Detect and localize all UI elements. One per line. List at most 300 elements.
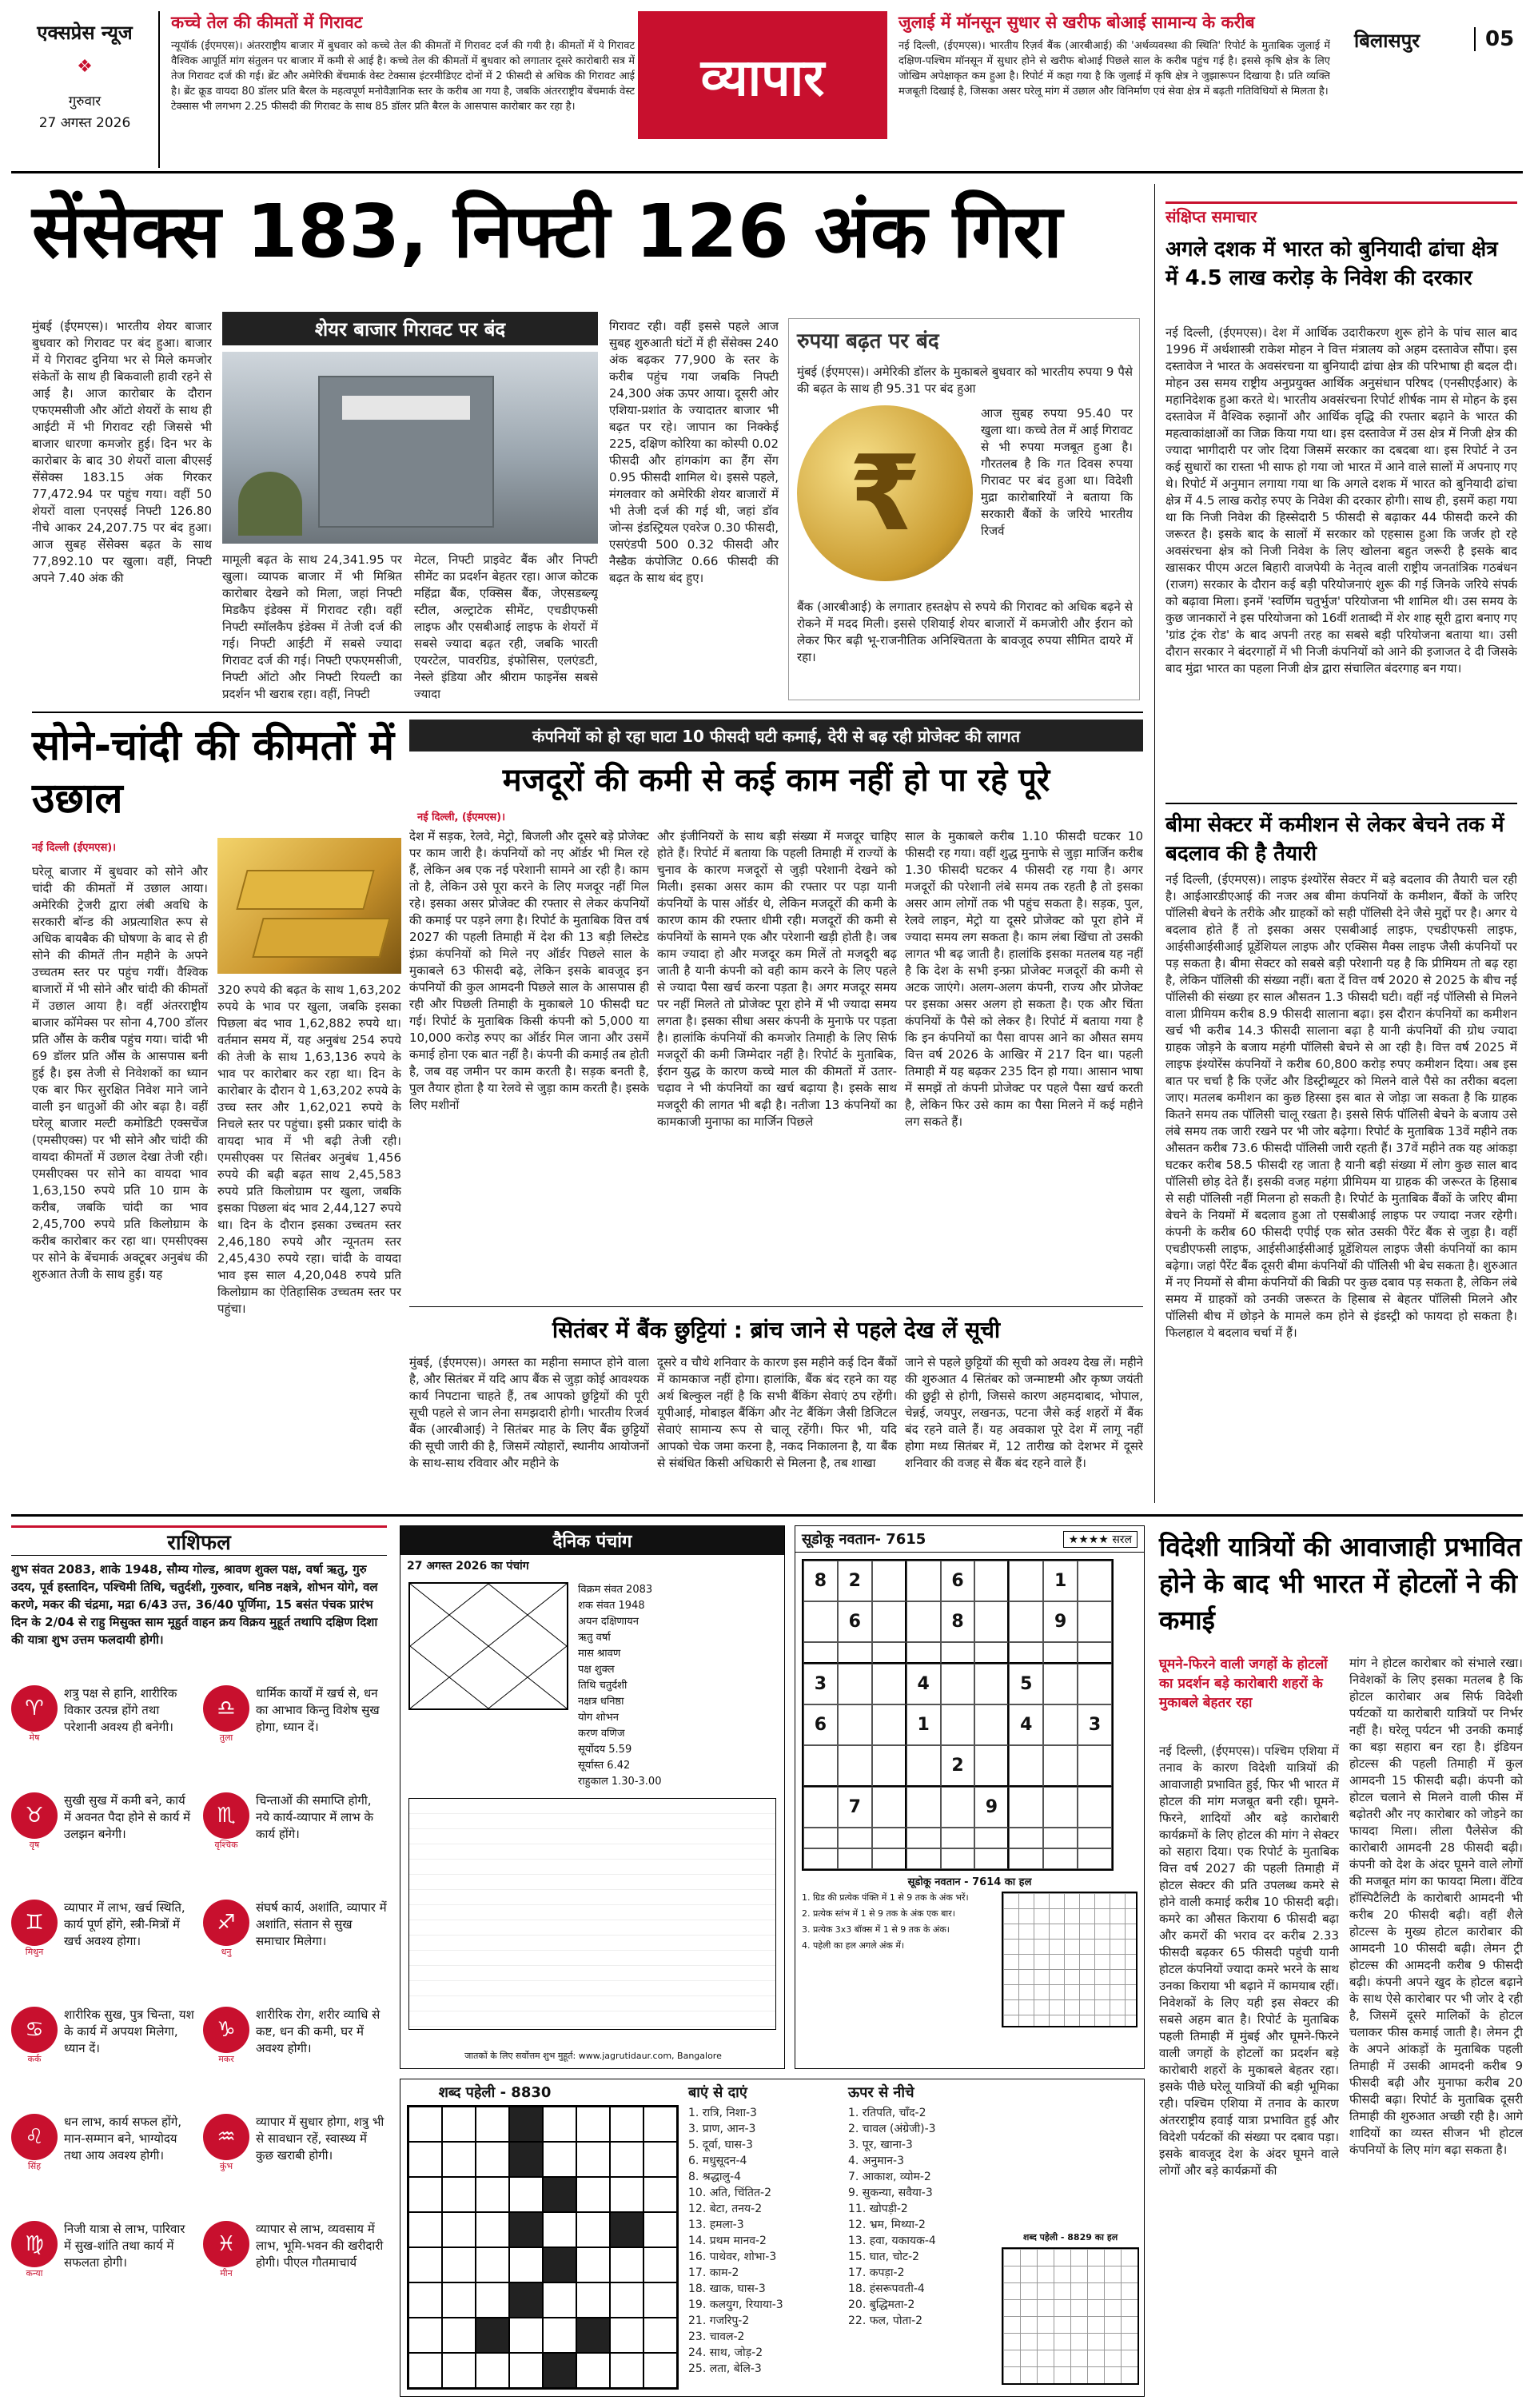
crossword-cell <box>576 2282 610 2318</box>
zodiac-icon: ♈ <box>11 1685 58 1732</box>
panchang-table <box>408 1798 776 2030</box>
section-title-block <box>638 11 887 139</box>
panchang-date: 27 अगस्त 2026 का पंचांग <box>407 1560 529 1573</box>
sudoku-cell <box>941 1664 975 1704</box>
crossword-cell <box>543 2142 576 2177</box>
sudoku-rule: 4. पहेली का हल अगले अंक में। <box>802 1940 905 1951</box>
gold-bars-photo <box>217 838 401 974</box>
crossword-cell <box>643 2212 677 2247</box>
labour-col-2: और इंजीनियरों के साथ बड़ी संख्या में मजदूर चाहिए होते हैं। रिपोर्ट में बताया कि पहली तिमाही में राज्यों के चुनाव के कारण मजदूरों से जुड़ी परेशानी देखने को मिली। इसका असर काम की रफ्तार पर पड़ा यानी कंपनियों के पास ऑर्डर थे, लेकिन मजदूरों की कमी के कारण काम की रफ्तार धीमी रही। मजदूरों की कमी से कंपनियों के सामने एक और परेशानी खड़ी होती है। जब काम ज्यादा हो और मजदूर कम मिलें तो मजदूरी बढ़ जाती है यानी कंपनी को वही काम करने के लिए पहले से ज्यादा पैसा खर्च करना पड़ता है। अगर मजदूर समय पर नहीं मिलते तो प्रोजेक्ट पूरा होने में भी ज्यादा समय लगता है। इसका सीधा असर कंपनी के मुनाफे पर पड़ता है। हालांकि कंपनियों की कमजोर तिमाही के लिए सिर्फ मजदूरों की कमी जिम्मेदार नहीं है। रिपोर्ट के मुताबिक, ईरान युद्ध के कारण कच्चे माल की कीमतों में उतार-चढ़ाव ने भी कंपनियों का खर्च बढ़ाया है। इसके साथ मजदूरी की लागत भी बढ़ी है। नतीजा 13 कंपनियों का कामकाजी मुनाफा का मार्जिन पिछले <box>657 829 897 1129</box>
sudoku-title: सूडोकू नवतान- 7615 <box>802 1531 926 1548</box>
crossword-clue: 11. खोपड़ी-2 <box>848 2203 908 2215</box>
panchang-box <box>400 1525 785 2069</box>
brand-ornament-icon: ❖ <box>77 57 93 77</box>
hotel-col-1: नई दिल्ली, (ईएमएस)। पश्चिम एशिया में तनाव के कारण विदेशी यात्रियों की आवाजाही प्रभावित हुई, फिर भी भारत में होटल की मांग मजबूत बनी रही। घूमने-फिरने, शादियों और बड़े कारोबारी कार्यक्रमों के लिए होटल की मांग ने सेक्टर को सहारा दिया। एक रिपोर्ट के मुताबिक वित्त वर्ष 2027 की पहली तिमाही में होटल सेक्टर की प्रति उपलब्ध कमरे से होने वाली कमाई करीब 10 फीसदी बढ़ी। कमरे का औसत किराया 6 फीसदी बढ़ा और कमरों की भराव दर करीब 2.33 फीसदी बढ़कर 65 फीसदी पहुंची यानी होटल कंपनियों ज्यादा कमरे भरने के साथ उनका किराया भी बढ़ाने में कामयाब रहीं। निवेशकों के लिए यही इस सेक्टर की सबसे अहम बात है। रिपोर्ट के मुताबिक पहली तिमाही में मुंबई और घूमने-फिरने वाली जगहों के होटलों का प्रदर्शन बड़े कारोबारी शहरों के मुकाबले बेहतर रहा। इसके पीछे घरेलू यात्रियों की बड़ी भूमिका रही। पश्चिम एशिया में तनाव के कारण अंतरराष्ट्रीय हवाई यात्रा प्रभावित हुई और विदेशी पर्यटकों की संख्या पर दबाव पड़ा। इसके बावजूद देश के अंदर घूमने वाले लोगों और बड़े कार्यक्रमों की <box>1159 1744 1339 2178</box>
panchang-note: विक्रम संवत 2083 <box>578 1584 653 1596</box>
sudoku-cell <box>838 1704 872 1745</box>
sudoku-cell <box>1043 1828 1078 1848</box>
crossword-clue: 21. गजरिपु-2 <box>688 2314 750 2327</box>
sudoku-cell <box>1078 1601 1112 1642</box>
crossword-clue: 5. दूर्वा, घास-3 <box>688 2139 753 2151</box>
crossword-cell <box>476 2212 509 2247</box>
panchang-note: मास श्रावण <box>578 1648 621 1660</box>
sudoku-cell <box>906 1745 941 1787</box>
crossword-clue: 4. अनुमान-3 <box>848 2155 905 2167</box>
masthead-divider <box>11 171 1523 173</box>
crossword-cell <box>543 2318 576 2353</box>
crossword-across-title: बाएं से दाएं <box>688 2084 747 2101</box>
rashi-name: मेष <box>29 1732 40 1743</box>
crossword-down-clues <box>848 2105 992 2393</box>
rashi-name: मीन <box>220 2268 233 2278</box>
zodiac-icon: ♋ <box>11 2007 58 2053</box>
crossword-cell <box>442 2142 476 2177</box>
briefs-label: संक्षिप्त समाचार <box>1165 207 1257 226</box>
page-number: 05 <box>1474 27 1514 51</box>
sudoku-cell <box>872 1848 906 1869</box>
rashi-entry <box>203 2114 387 2215</box>
hotel-title: विदेशी यात्रियों की आवाजाही प्रभावित होने के बाद भी भारत में होटलों ने की कमाई <box>1159 1531 1522 1636</box>
crossword-cell <box>643 2142 677 2177</box>
masthead-day: गुरुवार <box>68 94 102 110</box>
crossword-cell <box>543 2282 576 2318</box>
crossword-cell <box>476 2177 509 2212</box>
rashi-text: व्यापार से लाभ, व्यवसाय में लाभ, भूमि-भवन की खरीदारी होगी। पीएल गौतमाचार्य <box>256 2222 384 2270</box>
sudoku-cell <box>803 1848 838 1869</box>
crossword-clue: 18. खाक, घास-3 <box>688 2282 766 2295</box>
rashi-entry <box>203 1685 387 1786</box>
rashi-entry <box>203 1900 387 2000</box>
labour-kicker: कंपनियों को हो रहा घाटा 10 फीसदी घटी कमाई, देरी से बढ़ रही प्रोजेक्ट की लागत <box>532 726 1021 746</box>
sudoku-cell <box>803 1828 838 1848</box>
infra-body: नई दिल्ली, (ईएमएस)। देश में आर्थिक उदारीकरण शुरू होने के पांच साल बाद 1996 में अर्थशास्त्री राकेश मोहन ने वित्त मंत्रालय को अहम दस्तावेज सौंपा। इस दस्तावेज ने भारत के अवसंरचना या बुनियादी ढांचा क्षेत्र की परिभाषा ही बदल दी। मोहन उस समय राष्ट्रीय अनुप्रयुक्त आर्थिक अनुसंधान परिषद (एनसीएईआर) के महानिदेशक हुआ करते थे। भारतीय अवसंरचना रिपोर्ट शीर्षक नाम से मोहन के इस दस्तावेज में वैश्विक रुझानों और आर्थिक वृद्धि की रफ्तार बढ़ाने के भारत की महत्वाकांक्षाओं का जिक्र किया गया था। इस दस्तावेज में उस क्षेत्र में निजी क्षेत्र की ज्यादा भागीदारी पर जोर दिया जिसमें सरकार का दबदबा था। इस रिपोर्ट ने उन कई सुधारों का रास्ता भी साफ हो गया जो भारत में आने वाले सालों में अपनाए गए थे। रिपोर्ट में अनुमान लगाया गया था कि अगले दशक में भारत को बुनियादी ढांचा क्षेत्र में 4.5 लाख करोड़ रुपए के निवेश की दरकार होगी। साथ ही, इसमें कहा गया था कि निजी निवेश की हिस्सेदारी 5 फीसदी से बढ़ाकर 44 फीसदी करने की जरूरत है। इसके बाद के सालों में सरकार को एहसास हुआ कि जर्जर हो रहे अवसंरचना क्षेत्र को निजी निवेश के लिए खोलना बहुत जरूरी है इसके बाद खासकर पीएम अटल बिहारी वाजपेयी के नेतृत्व वाली राष्ट्रीय जनतांत्रिक गठबंधन (राजग) सरकार के दौरान कई बड़ी परियोजनाएं शुरू की गई जिनके जरिये संपर्क को बढ़ावा मिला। इनमें 'स्वर्णिम चतुर्भुज' परियोजना भी शामिल थी। उस समय के कुछ जानकारों ने इस परियोजना को 16वीं शताब्दी में शेर शाह सूरी द्वारा बनाए गए 'ग्रांड ट्रंक रोड' के बाद अपनी तरह का सबसे बड़ी परियोजना बताया था। उसी दौरान सरकार ने बंदरगाहों में भी निजी कंपनियों को आने की इजाजत दे दी जिसके बाद मुंद्रा भारत का पहला निजी क्षेत्र द्वारा संचालित बंदरगाह बन गया। <box>1165 325 1517 676</box>
crossword-cell <box>543 2353 576 2388</box>
crossword-cell <box>509 2353 543 2388</box>
rashi-name: तुला <box>219 1732 233 1743</box>
crossword-cell <box>610 2282 643 2318</box>
rashi-entry <box>11 2221 195 2322</box>
sudoku-cell <box>838 1848 872 1869</box>
sudoku-cell: 2 <box>838 1561 872 1601</box>
stock-exchange-photo <box>222 352 598 544</box>
crossword-cell <box>408 2107 442 2142</box>
gold-col-2: 320 रुपये की बढ़त के साथ 1,63,202 रुपये के भाव पर खुला, जबकि इसका पिछला बंद भाव 1,62,882 रुपये था। वर्तमान समय में, यह अनुबंध 254 रुपये की तेजी के साथ 1,63,136 रुपये के भाव पर कारोबार कर रहा था। दिन के कारोबार के दौरान ये 1,63,202 रुपये के उच्च स्तर और 1,62,021 रुपये के निचले स्तर पर पहुंचा। इसी प्रकार चांदी के वायदा भाव में भी बढ़ी तेजी रही। एमसीएक्स पर सितंबर अनुबंध 1,456 रुपये की बढ़ी बढ़त साथ 2,45,583 रुपये प्रति किलोग्राम पर खुला, जबकि इसका पिछला बंद भाव 2,44,127 रुपये था। दिन के दौरान इसका उच्चतम स्तर 2,46,180 रुपये और न्यूनतम स्तर 2,45,430 रुपये रहा। चांदी के वायदा भाव इस साल 4,20,048 रुपये प्रति किलोग्राम का ऐतिहासिक उच्चतम स्तर पर पहुंचा। <box>217 983 401 1316</box>
share-banner <box>222 312 598 345</box>
crossword-cell <box>576 2318 610 2353</box>
sudoku-rule: 1. ग्रिड की प्रत्येक पंक्ति में 1 से 9 तक के अंक भरें। <box>802 1892 969 1903</box>
rupee-box <box>788 318 1140 700</box>
crossword-clue: 12. भ्रम, मिथ्या-2 <box>848 2219 926 2231</box>
sudoku-cell <box>974 1828 1009 1848</box>
insurance-body: नई दिल्ली, (ईएमएस)। लाइफ इंश्योरेंस सेक्टर में बड़े बदलाव की तैयारी चल रही है। आईआरडीएआई की नजर अब बीमा कंपनियों के कमीशन, बैंकों के जरिए पॉलिसी बेचने के तरीके और ग्राहकों को सही पॉलिसी देने जैसे मुद्दों पर है। अगर ये बदलाव होते हैं तो इसका असर एसबीआई लाइफ, एचडीएफसी लाइफ, आईसीआईसीआई प्रूडेंशियल लाइफ और एक्सिस मैक्स लाइफ जैसी कंपनियों पर पड़ सकता है। बीमा सेक्टर को सबसे बड़ी परेशानी यह है कि प्रीमियम तो बढ़ रहा है, लेकिन पॉलिसी की संख्या नहीं। बता दें वित्त वर्ष 2020 से 2025 के बीच नई पॉलिसी की संख्या हर साल औसतन 1.3 फीसदी घटी। वहीं नई पॉलिसी से मिलने वाला प्रीमियम करीब 8.9 फीसदी सालाना बढ़ा। इस दौरान कंपनियों का कमीशन खर्च भी करीब 14.3 फीसदी सालाना बढ़ा है यानी कंपनियों की ग्रोथ ज्यादा ग्राहक जोड़ने के बजाय महंगी पॉलिसी बेचने से आ रही है। वित्त वर्ष 2025 में लाइफ इंश्योरेंस कंपनियों ने करीब 60,800 करोड़ रुपए कमीशन दिया। अब इस बात पर चर्चा है कि एजेंट और डिस्ट्रीब्यूटर को मिलने वाले पैसे का तरीका बदला जाए। मतलब कमीशन का कुछ हिस्सा इस बात से जोड़ा जा सकता है कि ग्राहक कितने समय तक पॉलिसी चालू रखता है। इससे सिर्फ पॉलिसी बेचने के बजाय उसे लंबे समय तक जारी रखने पर भी जोर बढ़ेगा। रिपोर्ट के मुताबिक 13वें महीने तक औसतन करीब 73.6 फीसदी पॉलिसी जारी रहती हैं। 37वें महीने तक यह आंकड़ा घटकर करीब 58.5 फीसदी रह जाता है यानी बड़ी संख्या में लोग कुछ साल बाद पॉलिसी छोड़ देते हैं। इसकी वजह महंगा प्रीमियम या ग्राहक की जरूरत के हिसाब से सही पॉलिसी नहीं मिलना हो सकती है। रिपोर्ट के मुताबिक बैंकों के जरिए बीमा बेचने के नियमों में बदलाव हुआ तो एसबीआई लाइफ पर ज्यादा नजर रहेगी। कंपनी के करीब 60 फीसदी एपीई एक स्रोत उसकी पैरेंट बैंक से जुड़ा है। वहीं एचडीएफसी लाइफ, आईसीआईसीआई प्रूडेंशियल लाइफ जैसी कंपनियों का काम बढ़ेगा। जहां पैरेंट बैंक दूसरी बीमा कंपनियों की पॉलिसी भी बेच सकता है। शुरुआत में नए नियमों से बीमा कंपनियों की बिक्री पर कुछ दबाव पड़ सकता है, लेकिन लंबे समय में ग्राहकों को उनकी जरूरत के हिसाब से बेहतर पॉलिसी मिलने और पॉलिसी बीच में छोड़ने के मामले कम होने से इंडस्ट्री को फायदा हो सकता है। फिलहाल ये बदलाव चर्चा में हैं। <box>1165 872 1517 1340</box>
crossword-clue: 18. हंसरूपवती-4 <box>848 2282 925 2295</box>
brand-box <box>11 11 160 168</box>
crossword-cell <box>476 2318 509 2353</box>
top-right-title: जुलाई में मॉनसून सुधार से खरीफ बोआई सामान्य के करीब <box>898 13 1255 32</box>
crossword-cell <box>476 2353 509 2388</box>
crossword-cell <box>610 2177 643 2212</box>
rashi-entry <box>11 1792 195 1893</box>
rashi-entry <box>203 1792 387 1893</box>
bank-col-3: जाने से पहले छुट्टियों की सूची को अवश्य देख लें। महीने की शुरुआत 4 सितंबर को जन्माष्टमी और कृष्ण जयंती की छुट्टी से होगी, जिससे कारण अहमदाबाद, भोपाल, चेन्नई, जयपुर, लखनऊ, पटना जैसे कई शहरों में बैंक बंद रहने वाले हैं। यह अवकाश पूरे देश में लागू नहीं होगा मध्य सितंबर में, 12 तारीख को देशभर में दूसरे शनिवार की वजह से बैंक बंद रहने वाले हैं। <box>905 1355 1143 1470</box>
crossword-cell <box>610 2318 643 2353</box>
infra-title: अगले दशक में भारत को बुनियादी ढांचा क्षेत्र में 4.5 लाख करोड़ के निवेश की दरकार <box>1165 237 1498 290</box>
sudoku-cell <box>941 1642 975 1664</box>
crossword-clue: 24. साथ, जोड़-2 <box>688 2346 763 2359</box>
crossword-cell <box>610 2142 643 2177</box>
crossword-cell <box>643 2107 677 2142</box>
sudoku-cell <box>803 1601 838 1642</box>
sudoku-cell <box>941 1704 975 1745</box>
crossword-cell <box>509 2247 543 2282</box>
crossword-cell <box>576 2247 610 2282</box>
crossword-cell <box>576 2212 610 2247</box>
sudoku-cell <box>941 1848 975 1869</box>
crossword-cell <box>543 2107 576 2142</box>
panchang-note: तिथि चतुर्दशी <box>578 1680 628 1692</box>
sudoku-cell <box>872 1561 906 1601</box>
rupee-title: रुपया बढ़त पर बंद <box>797 329 939 353</box>
bank-title: सितंबर में बैंक छुट्टियां : ब्रांच जाने से पहले देख लें सूची <box>552 1317 1001 1343</box>
rashi-name: सिंह <box>27 2161 42 2171</box>
panchang-note: करण वणिज <box>578 1728 625 1740</box>
sensex-col-4: गिरावट रही। वहीं इससे पहले आज सुबह शुरुआती घंटों में ही सेंसेक्स 240 अंक बढ़कर 77,900 के स्तर के करीब पहुंच गया जबकि निफ्टी 24,300 अंक ऊपर आया। दूसरी ओर एशिया-प्रशांत के ज्यादातर बाजार भी बढ़त पर रहे। जापान का निक्केई 225, दक्षिण कोरिया का कोस्पी 0.02 फीसदी और हांगकांग का हैंग सेंग 0.95 फीसदी शामिल थे। इससे पहले, मंगलवार को अमेरिकी शेयर बाजारों में भी तेजी दर्ज की गई थी, जहां डॉव जोन्स इंडस्ट्रियल एवरेज 0.30 फीसदी, एसएंडपी 500 0.32 फीसदी और नैस्डैक कंपोजिट 0.66 फीसदी की बढ़त के साथ बंद हुए। <box>609 319 779 585</box>
crossword-cell <box>610 2353 643 2388</box>
sudoku-cell: 4 <box>906 1664 941 1704</box>
zodiac-icon: ♍ <box>11 2221 58 2267</box>
crossword-cell <box>576 2142 610 2177</box>
sudoku-cell <box>872 1704 906 1745</box>
rashi-text: धार्मिक कार्यों में खर्च से, धन का आभाव किन्तु विशेष सुख होगा, ध्यान दें। <box>256 1686 380 1734</box>
sudoku-cell <box>906 1601 941 1642</box>
right-col-divider <box>1154 184 1155 1503</box>
zodiac-icon: ♒ <box>203 2114 249 2160</box>
crossword-down-title: ऊपर से नीचे <box>848 2084 914 2101</box>
crossword-cell <box>576 2353 610 2388</box>
section-rule-1 <box>32 712 1143 713</box>
sudoku-cell: 9 <box>974 1787 1009 1828</box>
panchang-title-bar <box>400 1526 784 1555</box>
sudoku-cell <box>838 1642 872 1664</box>
sudoku-rule: 2. प्रत्येक स्तंभ में 1 से 9 तक के अंक एक बार। <box>802 1908 955 1919</box>
sudoku-cell <box>1078 1787 1112 1828</box>
rupee-body-side: आज सुबह रुपया 95.40 पर खुला था। कच्चे तेल में आई गिरावट से भी रुपया मजबूत हुआ है। गौरतलब है कि गत दिवस रुपया गिरावट पर बंद हुआ था। विदेशी मुद्रा कारोबारियों ने बताया कि सरकारी बैंकों के जरिये भारतीय रिजर्व <box>981 406 1133 538</box>
top-right-story <box>898 11 1330 168</box>
rashifal-title-bar <box>11 1525 387 1556</box>
sudoku-cell <box>1078 1664 1112 1704</box>
rashifal-section <box>11 1525 387 2397</box>
crossword-cell <box>610 2107 643 2142</box>
top-right-body: नई दिल्ली, (ईएमएस)। भारतीय रिज़र्व बैंक (आरबीआई) की 'अर्थव्यवस्था की स्थिति' रिपोर्ट के मुताबिक जुलाई में दक्षिण-पश्चिम मॉनसून में सुधार होने से खरीफ बोआई पिछले साल के करीब पहुंच गई है। इससे कृषि क्षेत्र के लिए जोखिम अपेक्षाकृत कम हुआ है। रिपोर्ट में कहा गया है कि जुलाई में कृषि क्षेत्र ने जुझारूपन दिखाया है। प्रति व्यक्ति मजबूती दिखाई है, जिसका असर घरेलू मांग में उछाल और विनिर्माण एवं सेवा क्षेत्र में बढ़ती गतिविधियों से मिलता है। <box>898 40 1330 98</box>
rashi-name: कुंभ <box>219 2161 233 2171</box>
crossword-cell <box>476 2142 509 2177</box>
labour-title: मजदूरों की कमी से कई काम नहीं हो पा रहे पूरे <box>502 762 1050 799</box>
crossword-cell <box>509 2212 543 2247</box>
sudoku-cell: 2 <box>941 1745 975 1787</box>
crossword-clue: 1. रतिपति, चाँद-2 <box>848 2107 926 2119</box>
sudoku-cell <box>941 1787 975 1828</box>
zodiac-icon: ♑ <box>203 2007 249 2053</box>
bank-col-1: मुंबई, (ईएमएस)। अगस्त का महीना समाप्त होने वाला है, और सितंबर में यदि आप बैंक से जुड़ा कोई आवश्यक कार्य निपटाना चाहते हैं, तब आपको छुट्टियों की पूरी सूची पहले से जान लेना समझदारी होगी। भारतीय रिजर्व बैंक (आरबीआई) ने सितंबर माह के लिए बैंक छुट्टियों की सूची जारी की है, जिसमें त्योहारों, स्थानीय आयोजनों के साथ-साथ रविवार और महीने के <box>409 1355 649 1470</box>
panchang-note: राहुकाल 1.30-3.00 <box>578 1776 662 1788</box>
crossword-cell <box>643 2353 677 2388</box>
sudoku-cell: 6 <box>838 1601 872 1642</box>
gold-title: सोने-चांदी की कीमतों में उछाल <box>32 722 395 823</box>
sudoku-cell <box>1043 1642 1078 1664</box>
crossword-cell <box>643 2318 677 2353</box>
crossword-clue: 13. हवा, यकायक-4 <box>848 2235 936 2247</box>
crossword-cell <box>476 2247 509 2282</box>
sudoku-cell <box>1078 1642 1112 1664</box>
bank-col-2: दूसरे व चौथे शनिवार के कारण इस महीने कई दिन बैंकों में कामकाज नहीं होगा। हालांकि, बैंक बंद रहने का यह अर्थ बिल्कुल नहीं है कि सभी बैंकिंग सेवाएं ठप रहेंगी। यूपीआई, मोबाइल बैंकिंग और नेट बैंकिंग जैसी डिजिटल सेवाएं सामान्य रूप से चालू रहेंगी। फिर भी, यदि आपको चेक जमा करना है, नकद निकालना है, या बैंक से संबंधित किसी अधिकारी से मिलना है, तब शाखा <box>657 1355 897 1470</box>
rupee-body-top: मुंबई (ईएमएस)। अमेरिकी डॉलर के मुकाबले बुधवार को भारतीय रुपया 9 पैसे की बढ़त के साथ ही 95.31 पर बंद हुआ <box>797 365 1133 396</box>
crossword-cell <box>543 2247 576 2282</box>
crossword-grid <box>407 2105 679 2390</box>
crossword-cell <box>408 2318 442 2353</box>
brand-name: एक्सप्रेस न्यूज <box>37 22 133 44</box>
crossword-cell <box>610 2212 643 2247</box>
sudoku-cell <box>872 1642 906 1664</box>
sudoku-cell <box>803 1642 838 1664</box>
rashifal-grid <box>11 1685 387 2322</box>
crossword-clue: 2. चावल (अंग्रेजी)-3 <box>848 2123 936 2135</box>
sudoku-cell <box>1009 1848 1043 1869</box>
rashi-name: कर्क <box>27 2054 42 2064</box>
sudoku-cell: 7 <box>838 1787 872 1828</box>
rashi-text: संघर्ष कार्य, अशांति, व्यापार में अशांति, संतान से सुख समाचार मिलेगा। <box>256 1900 387 1948</box>
crossword-cell <box>476 2282 509 2318</box>
sudoku-cell <box>838 1664 872 1704</box>
rashi-entry <box>203 2007 387 2107</box>
crossword-cell <box>509 2142 543 2177</box>
sudoku-cell: 5 <box>1009 1664 1043 1704</box>
panchang-note: शक संवत 1948 <box>578 1600 645 1612</box>
crossword-title: शब्द पहेली - 8830 <box>438 2084 552 2101</box>
briefs-rule <box>1165 803 1517 804</box>
sudoku-cell <box>974 1745 1009 1787</box>
rashi-text: सुखी सुख में कमी बने, कार्य में अवनत पैदा होने से कार्य में उलझन बनेगी। <box>64 1793 191 1841</box>
crossword-cell <box>509 2177 543 2212</box>
sudoku-cell <box>974 1704 1009 1745</box>
crossword-cell <box>408 2353 442 2388</box>
crossword-cell <box>408 2247 442 2282</box>
sudoku-cell <box>974 1642 1009 1664</box>
top-left-story <box>171 11 635 168</box>
rashi-text: व्यापार में सुधार होगा, शत्रु भी से सावधान रहें, स्वास्थ्य में कुछ खराबी होगी। <box>256 2115 384 2163</box>
kundli-chart <box>408 1582 568 1710</box>
labour-dateline: नई दिल्ली, (ईएमएस)। <box>417 811 506 823</box>
rashi-text: निजी यात्रा से लाभ, पारिवार में सुख-शांति तथा कार्य में सफलता होगी। <box>64 2222 185 2270</box>
crossword-cell <box>408 2142 442 2177</box>
sudoku-cell <box>941 1828 975 1848</box>
rashi-text: शारीरिक रोग, शरीर व्याधि से कष्ट, धन की कमी, घर में अवश्य होगी। <box>256 2007 381 2055</box>
hotel-subhead: घूमने-फिरने वाली जगहों के होटलों का प्रदर्शन बड़े कारोबारी शहरों के मुकाबले बेहतर रहा <box>1159 1656 1328 1711</box>
sudoku-answer-title: सूडोकू नवतान - 7614 का हल <box>907 1876 1032 1888</box>
rashi-text: शारीरिक सुख, पुत्र चिन्ता, यश के कार्य में अपयश मिलेगा, ध्यान दें। <box>64 2007 194 2055</box>
panchang-footer: जातकों के लिए सर्वोत्तम शुभ मुहूर्त: www.jagrutidaur.com, Bangalore <box>464 2051 722 2061</box>
gold-dateline: नई दिल्ली (ईएमएस)। <box>32 842 117 854</box>
sudoku-cell <box>1009 1561 1043 1601</box>
sudoku-cell <box>974 1601 1009 1642</box>
sudoku-cell <box>1043 1745 1078 1787</box>
crossword-cell <box>442 2177 476 2212</box>
crossword-answer-title: शब्द पहेली - 8829 का हल <box>1022 2232 1118 2243</box>
rashi-entry <box>11 1685 195 1786</box>
rashi-entry <box>11 2007 195 2107</box>
rashi-entry <box>203 2221 387 2322</box>
panchang-title: दैनिक पंचांग <box>552 1532 632 1552</box>
hotel-col-2: मांग ने होटल कारोबार को संभाले रखा। निवेशकों के लिए इसका मतलब है कि होटल कारोबार अब सिर्फ विदेशी पर्यटकों या कारोबारी यात्रियों पर निर्भर नहीं है। घरेलू पर्यटन भी उनकी कमाई का बड़ा सहारा बन रहा है। इंडियन होटल्स की पहली तिमाही में कुल आमदनी 15 फीसदी बढ़ी। कंपनी को होटल चलाने से मिलने वाली फीस में बढ़ोतरी और नए कारोबार को जोड़ने का फायदा मिला। लीला पैलेसेज की कारोबारी आमदनी 28 फीसदी बढ़ी। कंपनी को देश के अंदर घूमने वाले लोगों की मजबूत मांग का फायदा मिला। वेंटिव हॉस्पिटैलिटी के कारोबारी आमदनी भी करीब 20 फीसदी बढ़ी। वहीं शैले होटल्स के मुख्य होटल कारोबार की आमदनी 10 फीसदी बढ़ी। लेमन ट्री होटल्स की आमदनी करीब 9 फीसदी बढ़ी। कंपनी अपने खुद के होटल बढ़ाने के साथ ऐसे कारोबार पर भी जोर दे रही है, जिसमें दूसरे मालिकों के होटल चलाकर फीस कमाई जाती है। लेमन ट्री के अपने आंकड़ों के मुताबिक पहली तिमाही में उसकी आमदनी करीब 9 फीसदी बढ़ी और मुनाफा करीब 20 फीसदी बढ़ा। रिपोर्ट के मुताबिक दूसरी तिमाही की शुरुआत अच्छी रही है। आगे शादियों का व्यस्त सीजन भी होटल कंपनियों के लिए मांग बढ़ा सकता है। <box>1349 1656 1523 2157</box>
crossword-cell <box>576 2107 610 2142</box>
crossword-clue: 15. घात, चोट-2 <box>848 2251 920 2263</box>
crossword-cell <box>442 2212 476 2247</box>
crossword-clue: 17. काम-2 <box>688 2266 739 2279</box>
crossword-clue: 3. पूर, खाना-3 <box>848 2139 913 2151</box>
sudoku-answer-grid <box>1002 1892 1138 2027</box>
crossword-across-clues <box>688 2105 832 2393</box>
sudoku-rule: 3. प्रत्येक 3x3 बॉक्स में 1 से 9 तक के अंक। <box>802 1924 950 1935</box>
crossword-clue: 1. रात्रि, निशा-3 <box>688 2107 757 2119</box>
crossword-cell <box>408 2177 442 2212</box>
rashi-name: वृश्चिक <box>214 1840 238 1850</box>
rashifal-title: राशिफल <box>167 1531 231 1555</box>
masthead-date: 27 अगस्त 2026 <box>38 115 131 131</box>
crossword-clue: 16. पाथेवर, शोभा-3 <box>688 2251 777 2263</box>
masthead <box>11 11 1523 168</box>
rupee-body-bottom: बैंक (आरबीआई) के लगातार हस्तक्षेप से रुपये की गिरावट को अधिक बढ़ने से रोकने में मदद मिली। इससे एशियाई शेयर बाजारों में कमजोरी और ईरान को लेकर फिर बढ़ी भू-राजनीतिक अनिश्चितता के बावजूद रुपया सीमित दायरे में रहा। <box>797 600 1133 664</box>
labour-col-1: देश में सड़क, रेलवे, मेट्रो, बिजली और दूसरे बड़े प्रोजेक्ट पर काम जारी है। कंपनियों को नए ऑर्डर भी मिल रहे हैं, लेकिन अब एक नई परेशानी सामने आ रही है। काम तो है, लेकिन उसे पूरा करने के लिए मजदूर नहीं मिल रहे। इसका असर प्रोजेक्ट की रफ्तार से लेकर कंपनियों की कमाई पर पड़ने लगा है। रिपोर्ट के मुताबिक वित्त वर्ष 2027 की पहली तिमाही में देश की 13 बड़ी लिस्टेड इंफ्रा कंपनियों को मिले नए ऑर्डर पिछले साल के मुकाबले 63 फीसदी बढ़े, लेकिन इसके बावजूद इन कंपनियों की कुल आमदनी पिछले साल के आसपास ही रही और पिछली तिमाही के मुकाबले 10 फीसदी घट गई। रिपोर्ट के मुताबिक किसी कंपनी को 5,000 या 10,000 करोड़ रुपए का ऑर्डर मिल जाना और उसमें कमाई होना एक बात नहीं है। कंपनी की कमाई तब होती है, जब वह जमीन पर काम करती है। सड़क बनती है, पुल तैयार होता है या रेलवे से जुड़ा काम करती है। इसके लिए मशीनों <box>409 829 649 1112</box>
sudoku-cell <box>803 1787 838 1828</box>
crossword-clue: 8. श्रद्धालु-4 <box>688 2171 741 2183</box>
crossword-cell <box>543 2212 576 2247</box>
crossword-clue: 10. अति, चिंतित-2 <box>688 2187 771 2199</box>
crossword-clue: 14. प्रथम मानव-2 <box>688 2235 767 2247</box>
crossword-cell <box>442 2247 476 2282</box>
sudoku-cell <box>1043 1848 1078 1869</box>
sudoku-cell <box>1078 1745 1112 1787</box>
sudoku-cell <box>838 1745 872 1787</box>
sudoku-cell <box>1009 1601 1043 1642</box>
section-title: व्यापार <box>700 48 825 108</box>
zodiac-icon: ♎ <box>203 1685 249 1732</box>
panchang-note: नक्षत्र धनिष्ठा <box>578 1696 624 1708</box>
main-headline: सेंसेक्स 183, निफ्टी 126 अंक गिरा <box>32 189 1062 274</box>
sudoku-cell: 6 <box>941 1561 975 1601</box>
panchang-note: योग शोभन <box>578 1712 619 1724</box>
crossword-cell <box>442 2107 476 2142</box>
rupee-coin-icon: ₹ <box>797 405 973 581</box>
rashi-name: कन्या <box>26 2268 43 2278</box>
labour-kicker-bar <box>409 720 1143 752</box>
sudoku-cell <box>1043 1787 1078 1828</box>
sudoku-cell <box>1009 1787 1043 1828</box>
crossword-cell <box>543 2177 576 2212</box>
zodiac-icon: ♓ <box>203 2221 249 2267</box>
sudoku-cell <box>1078 1828 1112 1848</box>
sudoku-cell <box>872 1828 906 1848</box>
sudoku-cell: 9 <box>1043 1601 1078 1642</box>
panchang-note: सूर्योदय 5.59 <box>578 1744 632 1756</box>
sudoku-cell <box>872 1664 906 1704</box>
crossword-clue: 13. हमला-3 <box>688 2219 744 2231</box>
crossword-cell <box>509 2107 543 2142</box>
crossword-cell <box>509 2318 543 2353</box>
sudoku-cell: 6 <box>803 1704 838 1745</box>
top-left-body: न्यूयॉर्क (ईएमएस)। अंतरराष्ट्रीय बाजार में बुधवार को कच्चे तेल की कीमतों में गिरावट दर्ज की गयी है। कीमतों में ये गिरावट वैश्विक आपूर्ति मांग संतुलन पर बाजार में कमी से आई है। कच्चे तेल की कीमतों में बुधवार को लगातार दूसरे कारोबारी सत्र में तेज गिरावट दर्ज की गई। ब्रेंट और अमेरिकी बेंचमार्क वेस्ट टेक्सास इंटरमीडिएट दोनों में 2 फीसदी से अधिक की गिरावट आई है। ब्रेंट क्रूड वायदा 80 डॉलर प्रति बैरल के महत्वपूर्ण मनोवैज्ञानिक स्तर के करीब आ गया है, जबकि अंतरराष्ट्रीय बेंचमार्क वेस्ट टेक्सास भी लगभग 2.25 फीसदी की गिरावट के साथ 85 डॉलर प्रति बैरल के आसपास कारोबार कर रहा है। <box>171 40 635 113</box>
sudoku-cell <box>906 1642 941 1664</box>
crossword-cell <box>576 2177 610 2212</box>
crossword-cell <box>643 2177 677 2212</box>
crossword-clue: 20. बुद्धिमता-2 <box>848 2298 915 2311</box>
zodiac-icon: ♏ <box>203 1792 249 1839</box>
rashi-name: धनु <box>221 1947 232 1957</box>
briefs-label-bar <box>1165 201 1517 229</box>
sudoku-cell: 4 <box>1009 1704 1043 1745</box>
section-rule-2 <box>409 1306 1143 1307</box>
crossword-cell <box>509 2282 543 2318</box>
rashi-text: शत्रु पक्ष से हानि, शारीरिक विकार उत्पन्न होंगे तथा परेशानी अवश्य ही बनेगी। <box>64 1686 177 1734</box>
sudoku-cell <box>906 1828 941 1848</box>
crossword-answer-grid <box>1002 2247 1139 2385</box>
sensex-col-3: मेटल, निफ्टी प्राइवेट बैंक और निफ्टी सीमेंट का प्रदर्शन बेहतर रहा। आज कोटक महिंद्रा बैंक, एक्सिस बैंक, जेएसडब्ल्यू स्टील, अल्ट्राटेक सीमेंट, एचडीएफसी लाइफ और एसबीआई लाइफ के शेयरों में सबसे ज्यादा बढ़त रही, जबकि भारती एयरटेल, पावरग्रिड, इंफोसिस, एलएंडटी, नेस्ले इंडिया और श्रीराम फाइनेंस सबसे ज्यादा <box>414 552 598 701</box>
rashifal-intro: शुभ संवत 2083, शाके 1948, सौम्य गोल्ड, श्रावण शुक्ल पक्ष, वर्षा ऋतु, गुरु उदय, पूर्व हस्तादिन, पश्चिमी तिथि, चतुर्दशी, गुरुवार, धनिष्ठ नक्षत्रे, शोभन योगे, वल करणे, मकर की चंद्रमा, मद्रा 6/43 उत्त, 36/40 पूर्णिमा, 15 बसंत पंचक प्रारंभ दिन के 2/04 से राहु मिसुक्त साम मूहुर्त वाहन क्रय विक्रय मुहूर्त तथापि दक्षिण दिशा की यात्रा शुभ उत्तम फलदायी होगी। <box>11 1562 378 1647</box>
sudoku-cell: 1 <box>906 1704 941 1745</box>
sudoku-cell <box>872 1601 906 1642</box>
sudoku-cell <box>872 1787 906 1828</box>
crossword-cell <box>408 2282 442 2318</box>
sudoku-cell <box>974 1561 1009 1601</box>
sudoku-cell <box>838 1828 872 1848</box>
crossword-cell <box>476 2107 509 2142</box>
sudoku-cell <box>906 1561 941 1601</box>
gold-col-1: घरेलू बाजार में बुधवार को सोने और चांदी की कीमतों में उछाल आया। अमेरिकी ट्रेजरी द्वारा लंबी अवधि के सरकारी बॉन्ड की अप्रत्याशित रूप से अधिक बायबैक की घोषणा के बाद से ही सोने की कीमतें तीन महीने के अपने उच्चतम स्तर पर पहुंच गयीं। वैश्विक बाजारों में भी सोने और चांदी की कीमतों में उछाल आया है। वहीं अंतरराष्ट्रीय बाजार कॉमेक्स पर सोना 4,700 डॉलर प्रति औंस के करीब पहुंच गया। चांदी भी 69 डॉलर प्रति औंस के आसपास बनी हुई है। इस तेजी से निवेशकों का ध्यान एक बार फिर सुरक्षित निवेश माने जाने वाली इन धातुओं की ओर बढ़ा है। वहीं घरेलू बाजार मल्टी कमोडिटी एक्सचेंज (एमसीएक्स) पर भी सोने और चांदी की वायदा कीमतों में उछाल देखा तेजी रही। एमसीएक्स पर सोने का वायदा भाव 1,63,150 रुपये प्रति 10 ग्राम के करीब, जबकि चांदी का भाव 2,45,700 रुपये प्रति किलोग्राम के करीब कारोबार कर रहा था। एमसीएक्स पर सोने के बेंचमार्क अक्टूबर अनुबंध की शुरुआत तेजी के साथ हुई। यह <box>32 864 208 1282</box>
sudoku-grid <box>802 1559 1114 1871</box>
lower-divider <box>11 1514 1523 1517</box>
sudoku-cell: 3 <box>803 1664 838 1704</box>
sudoku-cell <box>906 1787 941 1828</box>
labour-col-3: साल के मुकाबले करीब 1.10 फीसदी घटकर 10 फीसदी रह गया। वहीं शुद्ध मुनाफे से जुड़ा मार्जिन करीब 1.30 फीसदी घटकर 4 फीसदी रह गया है। अगर मजदूरों की परेशानी लंबे समय तक रहती है तो इसका असर आम लोगों तक भी पहुंच सकता है। सड़क, पुल, रेलवे लाइन, मेट्रो या दूसरे प्रोजेक्ट को पूरा होने में ज्यादा समय लग सकता है। काम लंबा खिंचा तो उसकी लागत भी बढ़ जाती है। हालांकि इसका मतलब यह नहीं है कि देश के सभी इन्फ्रा प्रोजेक्ट मजदूरों की कमी से अटक जाएंगे। अलग-अलग कंपनी, राज्य और प्रोजेक्ट पर इसका असर अलग हो सकता है। एक और चिंता कंपनियों के पैसे को लेकर है। रिपोर्ट में बताया गया है कि इन कंपनियों का पैसा वापस आने का औसत समय वित्त वर्ष 2026 के आखिर में 217 दिन था। पहली तिमाही में यह बढ़कर 235 दिन हो गया। आसान भाषा में समझें तो कंपनी प्रोजेक्ट पर पहले पैसा खर्च करती है, लेकिन फिर उसे काम का पैसा मिलने में कई महीने लग सकते हैं। <box>905 829 1143 1129</box>
crossword-clue: 7. आकाश, व्योम-2 <box>848 2171 931 2183</box>
crossword-cell <box>408 2212 442 2247</box>
panchang-note: ऋतु वर्षा <box>578 1632 611 1644</box>
crossword-clue: 12. बेटा, तनय-2 <box>688 2203 763 2215</box>
panchang-note: पक्ष शुक्ल <box>578 1664 615 1676</box>
crossword-cell <box>610 2247 643 2282</box>
city-label: बिलासपुर <box>1354 30 1420 52</box>
sudoku-cell <box>1009 1828 1043 1848</box>
rashi-name: मकर <box>218 2054 234 2064</box>
crossword-clue: 17. कपड़ा-2 <box>848 2266 905 2279</box>
sudoku-cell <box>974 1664 1009 1704</box>
crossword-clue: 25. लता, बेलि-3 <box>688 2362 762 2375</box>
zodiac-icon: ♌ <box>11 2114 58 2160</box>
crossword-clue: 3. प्राण, आन-3 <box>688 2123 756 2135</box>
zodiac-icon: ♐ <box>203 1900 249 1946</box>
crossword-cell <box>643 2247 677 2282</box>
crossword-cell <box>442 2318 476 2353</box>
sudoku-cell: 3 <box>1078 1704 1112 1745</box>
rashi-text: व्यापार में लाभ, खर्च स्थिति, कार्य पूर्ण होंगे, स्त्री-मित्रों में खर्च अवश्य होगा। <box>64 1900 185 1948</box>
sudoku-cell <box>1043 1704 1078 1745</box>
crossword-clue: 9. सुकन्या, सवैया-3 <box>848 2187 933 2199</box>
kundli-diagram-icon <box>410 1584 567 1708</box>
sudoku-cell <box>1043 1664 1078 1704</box>
sudoku-cell <box>974 1848 1009 1869</box>
zodiac-icon: ♊ <box>11 1900 58 1946</box>
crossword-cell <box>442 2282 476 2318</box>
crossword-cell <box>643 2282 677 2318</box>
sudoku-level: ★★★★ सरल <box>1063 1531 1138 1548</box>
